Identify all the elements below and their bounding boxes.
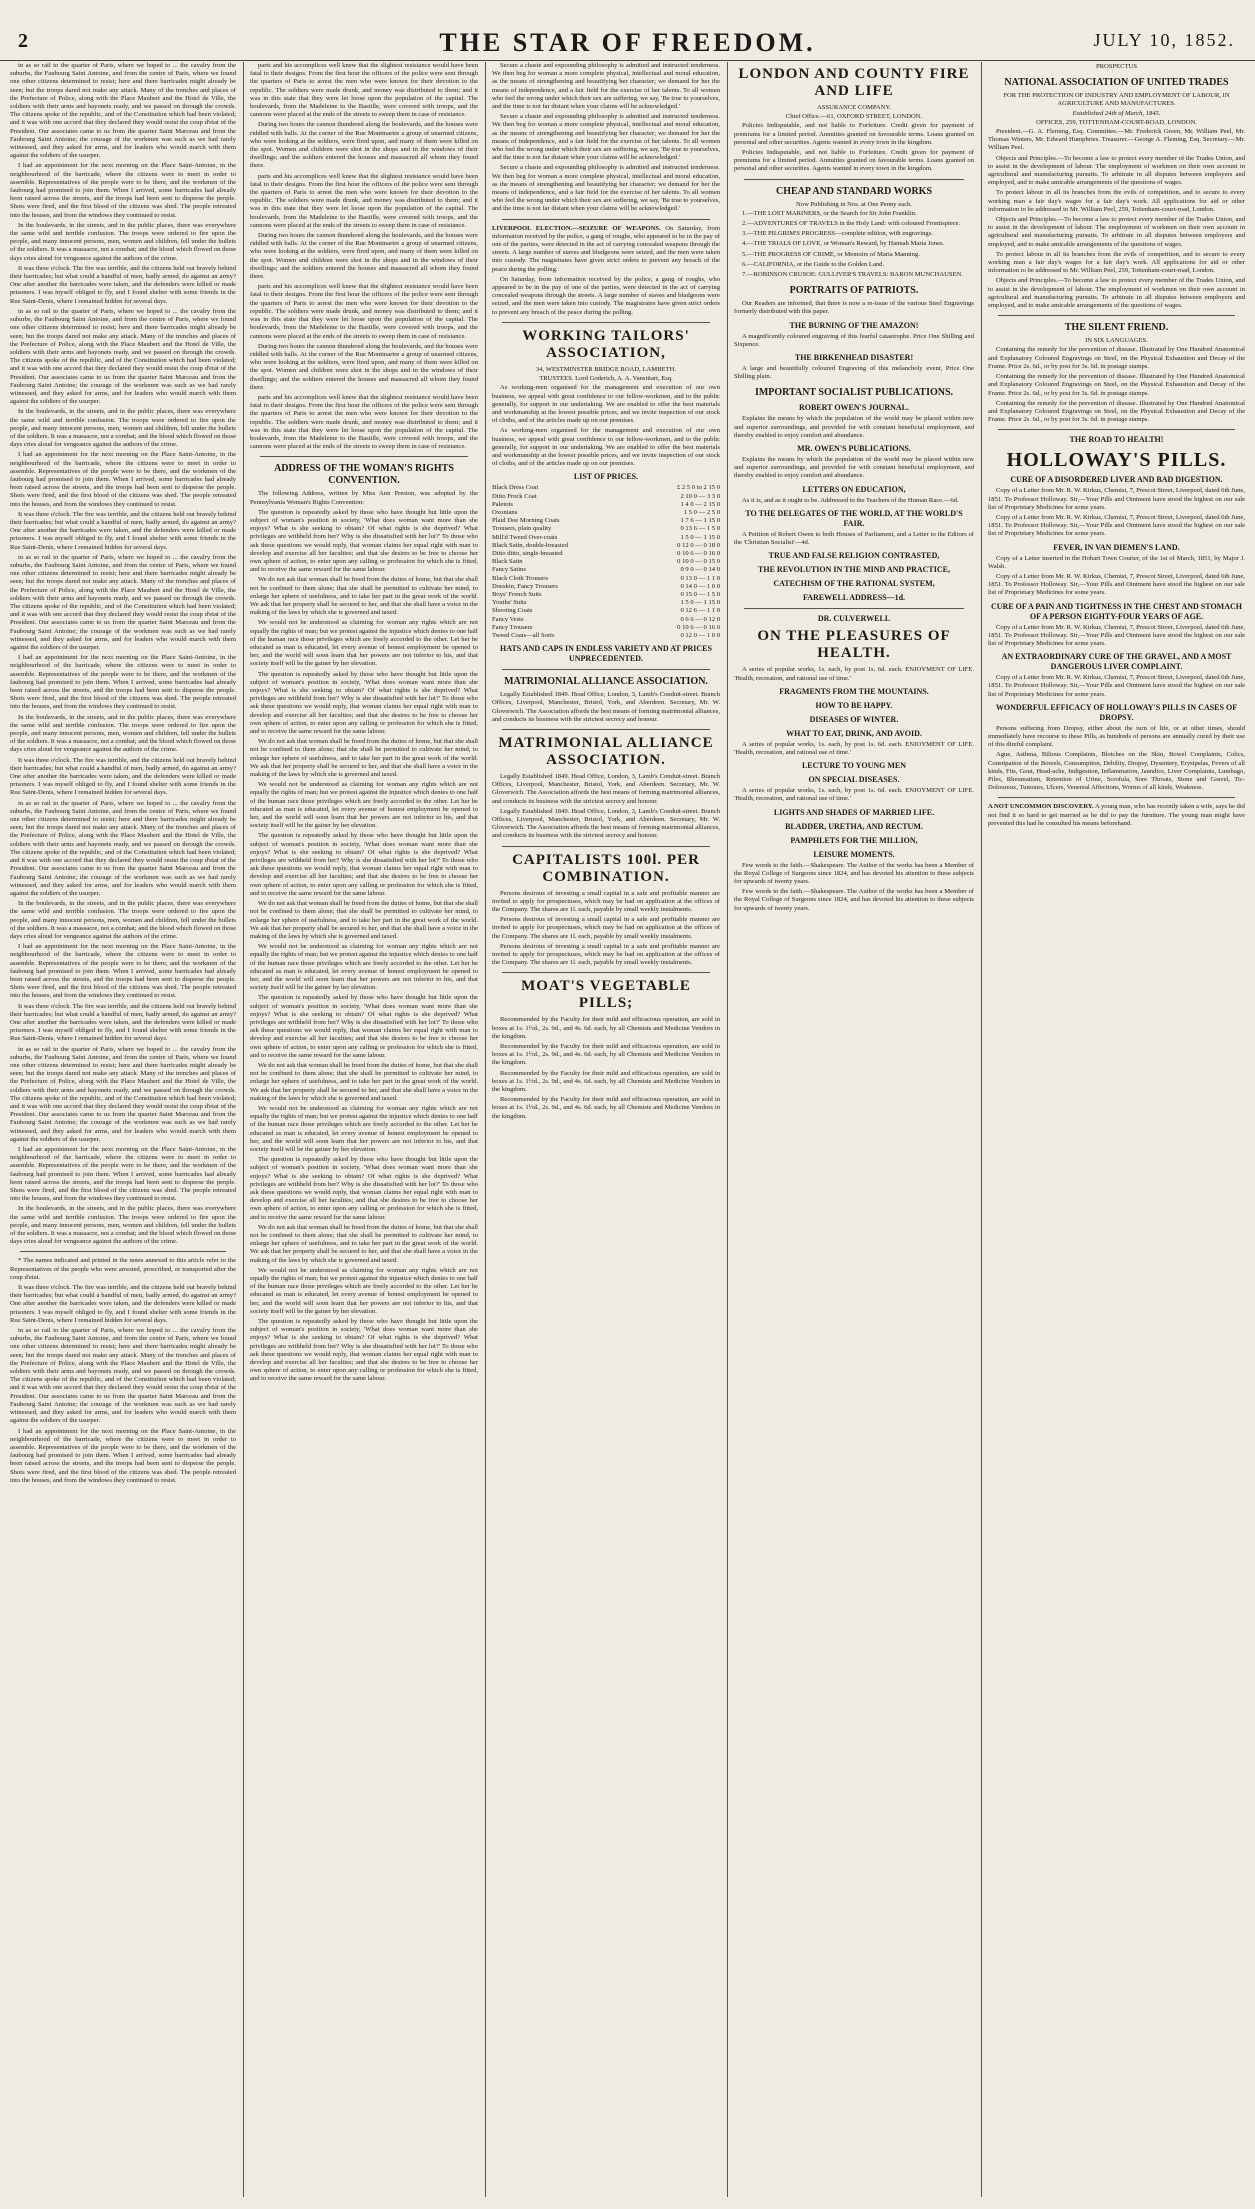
price-item: Oxonians xyxy=(492,508,518,516)
advert-body: Copy of a Letter from Mr. R. W. Kirkus, Chemist, 7, Prescot Street, Liverpool, dated 6th June, 1851. To Professor Holloway. Sir,—Your Pills and Ointment have stood the highest on our sale list of Proprietary Medicines for some years. xyxy=(988,487,1245,511)
advert-office: OFFICES, 259, TOTTENHAM-COURT-ROAD, LONDON. xyxy=(1036,118,1197,126)
advert-body: Legally Established 1849. Head Office, London, 3, Lamb's Conduit-street. Branch Offices, Liverpool, Manchester, Bristol, York, and Aberdeen. Secretary, Mr. W. Gloverwich. The Association affords the best means of forming matrimonial alliances, and conducts its business with the strictest secrecy and honour. xyxy=(492,773,720,805)
news-body: A young man, who has recently taken a wife, says he did not find it so hard to get married as he did to pay the furniture. The young man might have prevented this had he consulted his means beforehand. xyxy=(988,803,1245,827)
advert-body: Containing the remedy for the prevention of disease. Illustrated by One Hundred Anatomical and Explanatory Coloured Engravings on Steel, on the Physical Exhaustion and Decay of the Frame. Price 2s. 6d., or by post for 3s. 6d. in postage stamps. xyxy=(988,346,1245,370)
price-item: Youths' Suits xyxy=(492,599,527,607)
column-2 xyxy=(250,62,478,2197)
book-item: 2.—ADVENTURES OF TRAVELS in the Holy Land: with coloured Frontispiece. xyxy=(742,220,961,228)
advert-subtitle: Now Publishing in Nos. at One Penny each. xyxy=(796,200,912,208)
divider xyxy=(502,729,710,730)
price-item: Mill'd Tweed Over-coats xyxy=(492,533,558,541)
footnote: * The names indicated and printed in the notes annexed to this article refer to the Representatives of the people who were arrested, proscribed, or transported after the coup d'etat. xyxy=(10,1257,236,1281)
divider xyxy=(502,219,710,220)
price-value: 1 4 0 — 2 15 0 xyxy=(680,500,720,508)
advert-body: Recommended by the Faculty for their mild and efficacious operation, are sold in boxes at 1s. 1½d., 2s. 9d., and 4s. 6d. each, by all Chemists and Medicine Vendors in the kingdom. xyxy=(492,1043,720,1067)
price-row xyxy=(492,509,720,517)
advert-body: Copy of a Letter inserted in the Hobart Town Courier, of the 1st of March, 1851, by Major J. Walsh. xyxy=(988,554,1245,570)
article-body: In the boulevards, in the streets, and in the public places, there was everywhere the same wild and terrible confusion. The troops were ordered to fire upon the people, and many innocent persons, men, women and children, fell under the bullets of the soldiers. It was a massacre, not a combat; and the blood which flowed on those days cries aloud for vengeance against the authors of the crime. xyxy=(10,900,236,940)
advert-body: To protect labour in all its branches from the evils of competition, and to secure to every working man a fair day's wages for a fair day's work. All applications for aid or other information to be addressed to Mr. William Peel, 259, Tottenham-court-road, London. xyxy=(988,250,1245,275)
price-row xyxy=(492,632,720,640)
price-value: 1 5 0 — 1 15 0 xyxy=(680,533,720,541)
price-value: 0 12 0 — 1 0 0 xyxy=(680,631,720,639)
advert-body: Our Readers are informed, that there is now a re-issue of the various Steel Engravings formerly distributed with this paper. xyxy=(734,300,974,316)
advert-body: A series of popular works, 1s. each, by post 1s. 6d. each. ENJOYMENT OF LIFE. 'Health, recreation, and rational use of time.' xyxy=(734,740,974,756)
article-body: parts and his accomplices well knew that the slightest resistance would have been fatal to their designs. From the first hour the officers of the police were sent through the quarters of Paris to arrest the men who were known for their devotion to the republic. The soldiers were made drunk, and money was distributed to them; and it was in this state that they were let loose upon the population of the capital. The boulevards, from the Madeleine to the Bastille, were covered with troops, and the cannons were placed at the ends of the streets to sweep them in case of resistance. xyxy=(250,172,478,229)
advert-subtitle: CURE OF A DISORDERED LIVER AND BAD DIGESTION. xyxy=(1010,475,1223,485)
article-body: We do not ask that woman shall be freed from the duties of home, but that she shall not be confined to them alone; that she shall be permitted to cultivate her mind, to enlarge her sphere of usefulness, and to take her part in the great work of the world. We ask that her property shall be secured to her, and that she shall have a voice in the making of the laws by which she is governed and taxed. xyxy=(250,576,478,617)
newspaper-masthead: THE STAR OF FREEDOM. xyxy=(439,28,816,57)
advert-title: THE ROAD TO HEALTH! xyxy=(1069,435,1164,445)
advert-subtitle: ASSURANCE COMPANY. xyxy=(816,104,892,111)
book-item: 3.—THE PILGRIM'S PROGRESS—complete edition, with engravings. xyxy=(742,230,933,238)
page-header xyxy=(0,0,1255,61)
advert-body: As working-men organised for the management and execution of our own business, we appeal with great confidence to our fellow-workmen, and to the public generally, for support in our undertaking. We are enabled to offer the best materials and workmanship at the lowest possible prices, and we invite inspection of our stock of cloths, and of the articles made up on our premises. xyxy=(492,427,720,468)
article-body: in as so rail to the quarter of Paris, where we hoped to ... the cavalry from the suburbs, the Faubourg Saint Antoine, and from the centre of Paris, where we found one other citizens determined to resist; here and there barricades might already be seen; but the troops dared not make any attack. Many of the trenches and places of the Prefecture of Police, along with the Place Maubert and the Hotel de Ville, the soldiers with their arms and bayonets ready, and we passed on through the crowds. The citizens spoke of the republic, and of the Constitution which had been violated; and it was with one accord that they declared they would resist the coup d'etat of the President. Our associates came to us from the quarter Saint Marceau and from the Faubourg Saint Antoine; the courage of the workmen was such as we had rarely witnessed, and they asked for arms, and for leaders who would march with them against the soldiers of the usurper. xyxy=(10,307,236,406)
divider xyxy=(502,669,710,670)
price-item: Black Satin, double-breasted xyxy=(492,541,568,549)
advert-body: Persons desirous of investing a small capital in a safe and profitable manner are invited to apply for prospectuses, which may be had on application at the offices of the Company. The shares are 1l. each, payable by small weekly instalments. xyxy=(492,916,720,940)
advert-title: DISEASES OF WINTER. xyxy=(809,714,899,724)
advert-title: ON SPECIAL DISEASES. xyxy=(808,775,900,785)
article-body: The question is repeatedly asked by those who have thought but little upon the subject of woman's position in society, 'What does woman want more than she enjoys? What is she seeking to obtain? Of what rights is she deprived? What privileges are withheld from her? Why is she dissatisfied with her lot?' To those who ask these questions we would reply, that woman claims her equal right with man to develop and exercise all her faculties; and that she desires to be free to choose her own sphere of action, to enter upon any calling or profession for which she is fitted, and to receive the same reward for the same labour. xyxy=(250,1318,478,1383)
book-item: 6.—CALIFORNIA, or the Guide to the Golden Land. xyxy=(742,260,885,268)
advert-body: Explains the means by which the population of the world may be placed within new and superior surroundings, and provided for with constant beneficial employment, and thereby enabled to enjoy comfort and abundance. xyxy=(734,456,974,480)
advert-title: LIGHTS AND SHADES OF MARRIED LIFE. xyxy=(773,807,935,817)
advert-title: HOW TO BE HAPPY. xyxy=(815,700,893,710)
price-row xyxy=(492,542,720,550)
article-body: We would not be understood as claiming for woman any rights which are not equally the rights of man; but we protest against the injustice which denies to one half of the human race those privileges which are freely accorded to the other. Let her be educated as man is educated, let every avenue of honest employment be opened to her, and the world will soon learn that her powers are not inferior to his, and that society itself will be the gainer by her elevation. xyxy=(250,619,478,668)
price-item: Doeskin, Fancy Trousers xyxy=(492,582,558,590)
article-body: We would not be understood as claiming for woman any rights which are not equally the rights of man; but we protest against the injustice which denies to one half of the human race those privileges which are freely accorded to the other. Let her be educated as man is educated, let every avenue of honest employment be opened to her, and the world will soon learn that her powers are not inferior to his, and that society itself will be the gainer by her elevation. xyxy=(250,943,478,992)
price-item: Fancy Vests xyxy=(492,615,524,623)
price-row xyxy=(492,517,720,525)
advert-title: NATIONAL ASSOCIATION OF UNITED TRADES xyxy=(1004,77,1229,89)
article-body: I had an appointment for the next morning on the Place Saint-Antoine, in the neighbourhood of the barricade, where the citizens were to meet in order to assemble. Representatives of the people were to be there, and the workmen of the faubourg had promised to join them. When I arrived, some barricades had already been raised across the streets, and the troops had been sent to disperse the people. Shots were fired, and the first blood of the citizens was shed. The people retreated into the houses, and from the windows they continued to resist. xyxy=(10,1146,236,1203)
article-body: It was three o'clock. The fire was terrible, and the citizens held out bravely behind their barricades; but what could a handful of men, badly armed, do against an army? One after another the barricades were taken, and the defenders were killed or made prisoners. I was myself obliged to fly, and I found shelter with some friends in the Rue Saint-Denis, where I remained hidden for several days. xyxy=(10,510,236,551)
price-value: 0 6 6 — 0 12 0 xyxy=(680,615,720,623)
advert-body: Persons suffering from Dropsy, either about the turn of life, or at other times, should immediately have recourse to these Pills, as hundreds of persons are annually cured by their use of this direful complaint. xyxy=(988,724,1245,749)
article-body: It was three o'clock. The fire was terrible, and the citizens held out bravely behind their barricades; but what could a handful of men, badly armed, do against an army? One after another the barricades were taken, and the defenders were killed or made prisoners. I was myself obliged to fly, and I found shelter with some friends in the Rue Saint-Denis, where I remained hidden for several days. xyxy=(10,264,236,305)
article-body: In the boulevards, in the streets, and in the public places, there was everywhere the same wild and terrible confusion. The troops were ordered to fire upon the people, and many innocent persons, men, women and children, fell under the bullets of the soldiers. It was a massacre, not a combat; and the blood which flowed on those days cries aloud for vengeance against the authors of the crime. xyxy=(10,221,236,262)
advert-trustees: TRUSTEES. Lord Goderich, A. A. Vansittart, Esq. xyxy=(539,375,673,383)
price-row xyxy=(492,501,720,509)
price-row xyxy=(492,525,720,533)
price-row xyxy=(492,558,720,566)
advert-body: Containing the remedy for the prevention of disease. Illustrated by One Hundred Anatomical and Explanatory Coloured Engravings on Steel, on the Physical Exhaustion and Decay of the Frame. Price 2s. 6d., or by post for 3s. 6d. in postage stamps. xyxy=(988,373,1245,397)
article-body: I had an appointment for the next morning on the Place Saint-Antoine, in the neighbourhood of the barricade, where the citizens were to meet in order to assemble. Representatives of the people were to be there, and the workmen of the faubourg had promised to join them. When I arrived, some barricades had already been raised across the streets, and the troops had been sent to disperse the people. Shots were fired, and the first blood of the citizens was shed. The people retreated into the houses, and from the windows they continued to resist. xyxy=(10,943,236,1000)
prospectus-label: PROSPECTUS xyxy=(1095,63,1138,70)
article-body: We do not ask that woman shall be freed from the duties of home, but that she shall not be confined to them alone; that she shall be permitted to cultivate her mind, to enlarge her sphere of usefulness, and to take her part in the great work of the world. We ask that her property shall be secured to her, and that she shall have a voice in the making of the laws by which she is governed and taxed. xyxy=(250,738,478,779)
price-item: Paletots xyxy=(492,500,513,508)
advert-office: Chief Office.—61, OXFORD STREET, LONDON. xyxy=(785,113,923,121)
price-item: Boys' French Suits xyxy=(492,590,542,598)
price-row xyxy=(492,599,720,607)
price-item: Black Cloth Trousers xyxy=(492,574,549,582)
advert-title: LEISURE MOMENTS. xyxy=(813,849,895,859)
price-item: Fancy Trousers xyxy=(492,623,533,631)
article-body: The question is repeatedly asked by those who have thought but little upon the subject of woman's position in society, 'What does woman want more than she enjoys? What is she seeking to obtain? Of what rights is she deprived? What privileges are withheld from her? Why is she dissatisfied with her lot?' To those who ask these questions we would reply, that woman claims her equal right with man to develop and exercise all her faculties; and that she desires to be free to choose her own sphere of action, to enter upon any calling or profession for which she is fitted, and to receive the same reward for the same labour. xyxy=(250,1156,478,1221)
article-body: I had an appointment for the next morning on the Place Saint-Antoine, in the neighbourhood of the barricade, where the citizens were to meet in order to assemble. Representatives of the people were to be there, and the workmen of the faubourg had promised to join them. When I arrived, some barricades had already been raised across the streets, and the troops had been sent to disperse the people. Shots were fired, and the first blood of the citizens was shed. The people retreated into the houses, and from the windows they continued to resist. xyxy=(10,1427,236,1484)
price-value: £ 2 5 0 to 2 15 0 xyxy=(676,484,720,492)
advert-title: BLADDER, URETHA, AND RECTUM. xyxy=(785,821,923,831)
article-body: in as so rail to the quarter of Paris, where we hoped to ... the cavalry from the suburbs, the Faubourg Saint Antoine, and from the centre of Paris, where we found one other citizens determined to resist; here and there barricades might already be seen; but the troops dared not make any attack. Many of the trenches and places of the Prefecture of Police, along with the Place Maubert and the Hotel de Ville, the soldiers with their arms and bayonets ready, and we passed on through the crowds. The citizens spoke of the republic, and of the Constitution which had been violated; and it was with one accord that they declared they would resist the coup d'etat of the President. Our associates came to us from the quarter Saint Marceau and from the Faubourg Saint Antoine; the courage of the workmen was such as we had rarely witnessed, and they asked for arms, and for leaders who would march with them against the soldiers of the usurper. xyxy=(10,1327,236,1425)
article-body: We do not ask that woman shall be freed from the duties of home, but that she shall not be confined to them alone; that she shall be permitted to cultivate her mind, to enlarge her sphere of usefulness, and to take her part in the great work of the world. We ask that her property shall be secured to her, and that she shall have a voice in the making of the laws by which she is governed and taxed. xyxy=(250,1223,478,1264)
price-row xyxy=(492,534,720,542)
advert-body: Explains the means by which the population of the world may be placed within new and superior surroundings, and provided for with constant beneficial employment, and thereby enabled to enjoy comfort and abundance. xyxy=(734,415,974,439)
article-body: in as so rail to the quarter of Paris, where we hoped to ... the cavalry from the suburbs, the Faubourg Saint Antoine, and from the centre of Paris, where we found one other citizens determined to resist; here and there barricades might already be seen; but the troops dared not make any attack. Many of the trenches and places of the Prefecture of Police, along with the Place Maubert and the Hotel de Ville, the soldiers with their arms and bayonets ready, and we passed on through the crowds. The citizens spoke of the republic, and of the Constitution which had been violated; and it was with one accord that they declared they would resist the coup d'etat of the President. Our associates came to us from the quarter Saint Marceau and from the Faubourg Saint Antoine; the courage of the workmen was such as we had rarely witnessed, and they asked for arms, and for leaders who would march with them against the soldiers of the usurper. xyxy=(10,1045,236,1143)
divider xyxy=(260,456,468,457)
advert-title: THE REVOLUTION IN THE MIND AND PRACTICE, xyxy=(758,565,950,575)
price-value: 0 10 0 — 0 15 0 xyxy=(677,558,720,566)
article-body: I had an appointment for the next morning on the Place Saint-Antoine, in the neighbourhood of the barricade, where the citizens were to meet in order to assemble. Representatives of the people were to be there, and the workmen of the faubourg had promised to join them. When I arrived, some barricades had already been raised across the streets, and the troops had been sent to disperse the people. Shots were fired, and the first blood of the citizens was shed. The people retreated into the houses, and from the windows they continued to resist. xyxy=(10,162,236,219)
advert-body: A series of popular works, 1s. each, by post 1s. 6d. each. ENJOYMENT OF LIFE. 'Health, recreation, and rational use of time.' xyxy=(734,787,974,803)
column-3 xyxy=(492,62,720,2197)
advert-body: Copy of a Letter from Mr. R. W. Kirkus, Chemist, 7, Prescot Street, Liverpool, dated 6th June, 1851. To Professor Holloway. Sir,—Your Pills and Ointment have stood the highest on our sale list of Proprietary Medicines for some years. xyxy=(988,674,1245,698)
price-row xyxy=(492,591,720,599)
price-item: Fancy Satins xyxy=(492,566,526,574)
article-body: During two hours the cannon thundered along the boulevards, and the houses were riddled with balls. At the corner of the Rue Montmartre a group of unarmed citizens, who were looking at the soldiers, were fired upon, and many of them were killed on the spot. Women and children were shot in the shops and in the windows of their dwellings; and the soldiers entered the houses and massacred all whom they found there. xyxy=(250,342,478,391)
article-body: The question is repeatedly asked by those who have thought but little upon the subject of woman's position in society, 'What does woman want more than she enjoys? What is she seeking to obtain? Of what rights is she deprived? What privileges are withheld from her? Why is she dissatisfied with her lot?' To those who ask these questions we would reply, that woman claims her equal right with man to develop and exercise all her faculties; and that she desires to be free to choose her own sphere of action, to enter upon any calling or profession for which she is fitted, and to receive the same reward for the same labour. xyxy=(250,994,478,1059)
column-4 xyxy=(734,62,974,2197)
article-body: parts and his accomplices well knew that the slightest resistance would have been fatal to their designs. From the first hour the officers of the police were sent through the quarters of Paris to arrest the men who were known for their devotion to the republic. The soldiers were made drunk, and money was distributed to them; and it was in this state that they were let loose upon the population of the capital. The boulevards, from the Madeleine to the Bastille, were covered with troops, and the cannons were placed at the ends of the streets to sweep them in case of resistance. xyxy=(250,393,478,451)
advert-title: WORKING TAILORS' ASSOCIATION, xyxy=(522,327,690,361)
advert-body: Few words to the faith.—Shakespeare. The Author of the works has been a Member of the Royal College of Surgeons since 1824, and has devoted his attention to these subjects for upwards of twenty years. xyxy=(734,888,974,912)
price-item: Black Dress Coat xyxy=(492,484,539,492)
advert-title: PORTRAITS OF PATRIOTS. xyxy=(789,285,919,297)
article-body: in as so rail to the quarter of Paris, where we hoped to ... the cavalry from the suburbs, the Faubourg Saint Antoine, and from the centre of Paris, where we found one other citizens determined to resist; here and there barricades might already be seen; but the troops dared not make any attack. Many of the trenches and places of the Prefecture of Police, along with the Place Maubert and the Hotel de Ville, the soldiers with their arms and bayonets ready, and we passed on through the crowds. The citizens spoke of the republic, and of the Constitution which had been violated; and it was with one accord that they declared they would resist the coup d'etat of the President. Our associates came to us from the quarter Saint Marceau and from the Faubourg Saint Antoine; the courage of the workmen was such as we had rarely witnessed, and they asked for arms, and for leaders who would march with them against the soldiers of the usurper. xyxy=(10,62,236,160)
advert-title: FAREWELL ADDRESS—1d. xyxy=(802,593,906,603)
article-body: It was three o'clock. The fire was terrible, and the citizens held out bravely behind their barricades; but what could a handful of men, badly armed, do against an army? One after another the barricades were taken, and the defenders were killed or made prisoners. I was myself obliged to fly, and I found shelter with some friends in the Rue Saint-Denis, where I remained hidden for several days. xyxy=(10,1284,236,1324)
advert-body: Containing the remedy for the prevention of disease. Illustrated by One Hundred Anatomical and Explanatory Coloured Engravings on Steel, on the Physical Exhaustion and Decay of the Frame. Price 2s. 6d., or by post for 3s. 6d. in postage stamps. xyxy=(988,399,1245,424)
advert-body: Policies Indisputable, and not liable to Forfeiture. Credit given for payment of premiums for a limited period. Annuities granted on favourable terms. Loans granted on personal and other securities. Agents wanted in every town in the kingdom. xyxy=(734,122,974,146)
article-body: We would not be understood as claiming for woman any rights which are not equally the rights of man; but we protest against the injustice which denies to one half of the human race those privileges which are freely accorded to the other. Let her be educated as man is educated, let every avenue of honest employment be opened to her, and the world will soon learn that her powers are not inferior to his, and that society itself will be the gainer by her elevation. xyxy=(250,1104,478,1153)
advert-body: Recommended by the Faculty for their mild and efficacious operation, are sold in boxes at 1s. 1½d., 2s. 9d., and 4s. 6d. each, by all Chemists and Medicine Vendors in the kingdom. xyxy=(492,1069,720,1094)
advert-body: Objects and Principles.—To become a law to protect every member of the Trades Union, and to assist in the development of labour. The employment of workmen on their own account in agricultural and manufacturing pursuits. To arbitrate in all disputes between employers and employed, and to make amicable arrangements of the questions of wages. xyxy=(988,154,1245,187)
advert-body: Copy of a Letter from Mr. R. W. Kirkus, Chemist, 7, Prescot Street, Liverpool, dated 6th June, 1851. To Professor Holloway. Sir,—Your Pills and Ointment have stood the highest on our sale list of Proprietary Medicines for some years. xyxy=(988,513,1245,538)
price-value: 0 10 6 — 0 16 0 xyxy=(677,549,720,557)
page-number: 2 xyxy=(18,30,28,52)
column-rule xyxy=(243,62,244,2197)
book-item: 5.—THE PROGRESS OF CRIME, or Memoirs of Maria Manning. xyxy=(742,250,920,258)
price-item: Trousers, plain quality xyxy=(492,525,552,533)
advert-title: THE BURNING OF THE AMAZON! xyxy=(789,320,919,330)
column-1 xyxy=(10,62,236,2197)
advert-title: TO THE DELEGATES OF THE WORLD, AT THE WORLD'S FAIR. xyxy=(745,508,963,528)
news-headline: LIVERPOOL ELECTION.—SEIZURE OF WEAPONS. xyxy=(492,224,661,232)
advert-subtitle: IN SIX LANGUAGES. xyxy=(1085,337,1148,345)
ailments-list: Ague, Asthma, Bilious Complaints, Blotches on the Skin, Bowel Complaints, Colics, Constipation of the Bowels, Consumption, Debility, Dropsy, Dysentery, Erysipelas, Fevers of all kinds, Fits, Gout, Head-ache, Indigestion, Inflammation, Jaundice, Liver Complaints, Lumbago, Piles, Rheumatism, Retention of Urine, Scrofula, Sore Throats, Stone and Gravel, Tic-Doloureux, Tumours, Ulcers, Venereal Affections, Worms of all kinds, Weakness. xyxy=(988,751,1245,792)
price-value: 1 5 0 — 2 5 0 xyxy=(683,508,720,516)
article-body: parts and his accomplices well knew that the slightest resistance would have been fatal to their designs. From the first hour the officers of the police were sent through the quarters of Paris to arrest the men who were known for their devotion to the republic. The soldiers were made drunk, and money was distributed to them; and it was in this state that they were let loose upon the population of the capital. The boulevards, from the Madeleine to the Bastille, were covered with troops, and the cannons were placed at the ends of the streets to sweep them in case of resistance. xyxy=(250,283,478,340)
divider xyxy=(998,429,1235,430)
advert-body: A Petition of Robert Owen to both Houses of Parliament, and a Letter to the Editors of the 'Christian Socialist'—4d. xyxy=(734,530,974,547)
advert-body: As it is, and as it ought to be. Addressed to the Teachers of the Human Race.—6d. xyxy=(742,496,959,504)
article-body: in as so rail to the quarter of Paris, where we hoped to ... the cavalry from the suburbs, the Faubourg Saint Antoine, and from the centre of Paris, where we found one other citizens determined to resist; here and there barricades might already be seen; but the troops dared not make any attack. Many of the trenches and places of the Prefecture of Police, along with the Place Maubert and the Hotel de Ville, the soldiers with their arms and bayonets ready, and we passed on through the crowds. The citizens spoke of the republic, and of the Constitution which had been violated; and it was with one accord that they declared they would resist the coup d'etat of the President. Our associates came to us from the quarter Saint Marceau and from the Faubourg Saint Antoine; the courage of the workmen was such as we had rarely witnessed, and they asked for arms, and for leaders who would march with them against the soldiers of the usurper. xyxy=(10,799,236,897)
advert-body: Few words to the faith.—Shakespeare. The Author of the works has been a Member of the Royal College of Surgeons since 1824, and has devoted his attention to these subjects for upwards of twenty years. xyxy=(734,861,974,885)
advert-address: 34, WESTMINSTER BRIDGE ROAD, LAMBETH. xyxy=(536,365,676,373)
advert-body: A magnificently coloured engraving of this fearful catastrophe. Price One Shilling and Sixpence. xyxy=(734,332,974,348)
article-body: I had an appointment for the next morning on the Place Saint-Antoine, in the neighbourhood of the barricade, where the citizens were to meet in order to assemble. Representatives of the people were to be there, and the workmen of the faubourg had promised to join them. When I arrived, some barricades had already been raised across the streets, and the troops had been sent to disperse the people. Shots were fired, and the first blood of the citizens was shed. The people retreated into the houses, and from the windows they continued to resist. xyxy=(10,654,236,711)
advert-title: CHEAP AND STANDARD WORKS xyxy=(775,185,933,197)
advert-subtitle: ROBERT OWEN'S JOURNAL. xyxy=(798,403,910,413)
article-body: Secure a chaste and expounding philosophy is admitted and instructed tenderness. We then beg for woman a more complete physical, intellectual and moral education, as the means of strengthening and beautifying her character; we demand for her the means of independence, and a fair field for the exercise of her talents. To all women who feel the wrong under which their sex are suffering, we say, 'Be true to yourselves, and the time is not far distant when your claims will be acknowledged.' xyxy=(492,164,720,213)
article-body: in as so rail to the quarter of Paris, where we hoped to ... the cavalry from the suburbs, the Faubourg Saint Antoine, and from the centre of Paris, where we found one other citizens determined to resist; here and there barricades might already be seen; but the troops dared not make any attack. Many of the trenches and places of the Prefecture of Police, along with the Place Maubert and the Hotel de Ville, the soldiers with their arms and bayonets ready, and we passed on through the crowds. The citizens spoke of the republic, and of the Constitution which had been violated; and it was with one accord that they declared they would resist the coup d'etat of the President. Our associates came to us from the quarter Saint Marceau and from the Faubourg Saint Antoine; the courage of the workmen was such as we had rarely witnessed, and they asked for arms, and for leaders who would march with them against the soldiers of the usurper. xyxy=(10,553,236,652)
divider xyxy=(998,315,1235,316)
divider xyxy=(502,972,710,973)
advert-body: Policies Indisputable, and not liable to Forfeiture. Credit given for payment of premiums for a limited period. Annuities granted on favourable terms. Loans granted on personal and other securities. Agents wanted in every town in the kingdom. xyxy=(734,149,974,173)
advert-subtitle: FOR THE PROTECTION OF INDUSTRY AND EMPLOYMENT OF LABOUR, IN AGRICULTURE AND MANUFACTURES. xyxy=(1003,92,1230,108)
price-row xyxy=(492,624,720,632)
price-item: Plaid Doe Morning Coats xyxy=(492,517,560,525)
advert-title: MATRIMONIAL ALLIANCE ASSOCIATION. xyxy=(498,735,714,768)
advert-title: HOLLOWAY'S PILLS. xyxy=(1006,449,1227,472)
article-body: The question is repeatedly asked by those who have thought but little upon the subject of woman's position in society, 'What does woman want more than she enjoys? What is she seeking to obtain? Of what rights is she deprived? What privileges are withheld from her? Why is she dissatisfied with her lot?' To those who ask these questions we would reply, that woman claims her equal right with man to develop and exercise all her faculties; and that she desires to be free to choose her own sphere of action, to enter upon any calling or profession for which she is fitted, and to receive the same reward for the same labour. xyxy=(250,670,478,736)
advert-body: A large and beautifully coloured Engraving of this melancholy event, Price One Shilling plain. xyxy=(734,365,974,381)
article-body: The question is repeatedly asked by those who have thought but little upon the subject of woman's position in society, 'What does woman want more than she enjoys? What is she seeking to obtain? Of what rights is she deprived? What privileges are withheld from her? Why is she dissatisfied with her lot?' To those who ask these questions we would reply, that woman claims her equal right with man to develop and exercise all her faculties; and that she desires to be free to choose her own sphere of action, to enter upon any calling or profession for which she is fitted, and to receive the same reward for the same labour. xyxy=(250,508,478,574)
article-body: In the boulevards, in the streets, and in the public places, there was everywhere the same wild and terrible confusion. The troops were ordered to fire upon the people, and many innocent persons, men, women and children, fell under the bullets of the soldiers. It was a massacre, not a combat; and the blood which flowed on those days cries aloud for vengeance against the authors of the crime. xyxy=(10,713,236,754)
article-body: parts and his accomplices well knew that the slightest resistance would have been fatal to their designs. From the first hour the officers of the police were sent through the quarters of Paris to arrest the men who were known for their devotion to the republic. The soldiers were made drunk, and money was distributed to them; and it was in this state that they were let loose upon the population of the capital. The boulevards, from the Madeleine to the Bastille, were covered with troops, and the cannons were placed at the ends of the streets to sweep them in case of resistance. xyxy=(250,62,478,119)
divider xyxy=(502,322,710,323)
advert-body: Objects and Principles.—To become a law to protect every member of the Trades Union, and to assist in the development of labour. The employment of workmen on their own account in agricultural and manufacturing pursuits. To arbitrate in all disputes between employers and employed, and to make amicable arrangements of the questions of wages. xyxy=(988,277,1245,310)
article-body: We would not be understood as claiming for woman any rights which are not equally the rights of man; but we protest against the injustice which denies to one half of the human race those privileges which are freely accorded to the other. Let her be educated as man is educated, let every avenue of honest employment be opened to her, and the world will soon learn that her powers are not inferior to his, and that society itself will be the gainer by her elevation. xyxy=(250,781,478,830)
price-row xyxy=(492,583,720,591)
advert-title: AN EXTRAORDINARY CURE OF THE GRAVEL, AND A MOST DANGEROUS LIVER COMPLAINT. xyxy=(1001,652,1232,672)
price-value: 0 14 0 — 1 0 0 xyxy=(680,582,720,590)
article-body: In the boulevards, in the streets, and in the public places, there was everywhere the same wild and terrible confusion. The troops were ordered to fire upon the people, and many innocent persons, men, women and children, fell under the bullets of the soldiers. It was a massacre, not a combat; and the blood which flowed on those days cries aloud for vengeance against the authors of the crime. xyxy=(10,408,236,449)
price-item: Tweed Coats—all Sorts xyxy=(492,631,555,639)
price-value: 0 9 0 — 0 14 0 xyxy=(680,566,720,574)
price-value: 2 10 0 — 3 3 0 xyxy=(680,492,720,500)
advert-body: Recommended by the Faculty for their mild and efficacious operation, are sold in boxes at 1s. 1½d., 2s. 9d., and 4s. 6d. each, by all Chemists and Medicine Vendors in the kingdom. xyxy=(492,1016,720,1040)
article-body: We do not ask that woman shall be freed from the duties of home, but that she shall not be confined to them alone; that she shall be permitted to cultivate her mind, to enlarge her sphere of usefulness, and to take her part in the great work of the world. We ask that her property shall be secured to her, and that she shall have a voice in the making of the laws by which she is governed and taxed. xyxy=(250,900,478,940)
advert-title: TRUE AND FALSE RELIGION CONTRASTED, xyxy=(768,551,940,561)
advert-title: ON THE PLEASURES OF HEALTH. xyxy=(757,628,951,662)
advert-title: THE BIRKENHEAD DISASTER! xyxy=(794,353,914,363)
price-row xyxy=(492,484,720,492)
advert-body: President.—G. A. Fleming, Esq. Committee.—Mr. Frederick Green, Mr. William Peel, Mr. Thomas Winters, Mr. Edward Humphries. Treasurer.—George A. Fleming, Esq. Secretary.—Mr. William Peel. xyxy=(988,128,1245,152)
advert-title: CATECHISM OF THE RATIONAL SYSTEM, xyxy=(773,579,935,589)
price-value: 0 10 6 — 0 16 0 xyxy=(677,623,720,631)
price-row xyxy=(492,550,720,558)
advert-body: Recommended by the Faculty for their mild and efficacious operation, are sold in boxes at 1s. 1½d., 2s. 9d., and 4s. 6d. each, by all Chemists and Medicine Vendors in the kingdom. xyxy=(492,1096,720,1120)
divider xyxy=(744,179,964,180)
article-body: During two hours the cannon thundered along the boulevards, and the houses were riddled with balls. At the corner of the Rue Montmartre a group of unarmed citizens, who were looking at the soldiers, were fired upon, and many of them were killed on the spot. Women and children were shot in the shops and in the windows of their dwellings; and the soldiers entered the houses and massacred all whom they found there. xyxy=(250,232,478,281)
advert-title: LONDON AND COUNTY FIRE AND LIFE xyxy=(738,66,970,99)
advert-body: As working-men organised for the management and execution of our own business, we appeal with great confidence to our fellow-workmen, and to the public generally, for support in our undertaking. We are enabled to offer the best materials and workmanship at the lowest possible prices, and we invite inspection of our stock of cloths, and of the articles made up on our premises. xyxy=(492,384,720,425)
advert-body: Legally Established 1849. Head Office, London, 3, Lamb's Conduit-street. Branch Offices, Liverpool, Manchester, Bristol, York, and Aberdeen. Secretary, Mr. W. Gloverwich. The Association affords the best means of forming matrimonial alliances, and conducts its business with the strictest secrecy and honour. xyxy=(492,807,720,840)
article-body: In the boulevards, in the streets, and in the public places, there was everywhere the same wild and terrible confusion. The troops were ordered to fire upon the people, and many innocent persons, men, women and children, fell under the bullets of the soldiers. It was a massacre, not a combat; and the blood which flowed on those days cries aloud for vengeance against the authors of the crime. xyxy=(10,1205,236,1246)
advert-author: DR. CULVERWELL xyxy=(817,614,891,624)
article-body: We would not be understood as claiming for woman any rights which are not equally the rights of man; but we protest against the injustice which denies to one half of the human race those privileges which are freely accorded to the other. Let her be educated as man is educated, let every avenue of honest employment be opened to her, and the world will soon learn that her powers are not inferior to his, and that society itself will be the gainer by her elevation. xyxy=(250,1266,478,1315)
column-5 xyxy=(988,62,1245,2197)
price-row xyxy=(492,493,720,501)
issue-date: JULY 10, 1852. xyxy=(1093,30,1235,50)
column-rule xyxy=(727,62,728,2197)
article-body: The question is repeatedly asked by those who have thought but little upon the subject of woman's position in society, 'What does woman want more than she enjoys? What is she seeking to obtain? Of what rights is she deprived? What privileges are withheld from her? Why is she dissatisfied with her lot?' To those who ask these questions we would reply, that woman claims her equal right with man to develop and exercise all her faculties; and that she desires to be free to choose her own sphere of action, to enter upon any calling or profession for which she is fitted, and to receive the same reward for the same labour. xyxy=(250,832,478,897)
advert-body: To protect labour in all its branches from the evils of competition, and to secure to every working man a fair day's wages for a fair day's work. All applications for aid or other information to be addressed to Mr. William Peel, 259, Tottenham-court-road, London. xyxy=(988,189,1245,213)
advert-body: Legally Established 1849. Head Office, London, 3, Lamb's Conduit-street. Branch Offices, Liverpool, Manchester, Bristol, York, and Aberdeen. Secretary, Mr. W. Gloverwich. The Association affords the best means of forming matrimonial alliances, and conducts its business with the strictest secrecy and honour. xyxy=(492,691,720,723)
advert-title: MR. OWEN'S PUBLICATIONS. xyxy=(797,444,911,454)
news-headline: A NOT UNCOMMON DISCOVERY. xyxy=(988,803,1094,811)
price-value: 0 12 6 — 1 1 0 xyxy=(680,607,720,615)
article-intro: The following Address, written by Miss Ann Preston, was adopted by the Pennsylvania Woman's Rights Convention: xyxy=(250,490,478,506)
divider xyxy=(998,797,1235,798)
advert-title: IMPORTANT SOCIALIST PUBLICATIONS. xyxy=(754,387,954,399)
price-row xyxy=(492,566,720,574)
advert-body: Copy of a Letter from Mr. R. W. Kirkus, Chemist, 7, Prescot Street, Liverpool, dated 6th June, 1851. To Professor Holloway. Sir,—Your Pills and Ointment have stood the highest on our sale list of Proprietary Medicines for some years. xyxy=(988,623,1245,647)
article-body: It was three o'clock. The fire was terrible, and the citizens held out bravely behind their barricades; but what could a handful of men, badly armed, do against an army? One after another the barricades were taken, and the defenders were killed or made prisoners. I was myself obliged to fly, and I found shelter with some friends in the Rue Saint-Denis, where I remained hidden for several days. xyxy=(10,1002,236,1043)
price-value: 1 7 6 — 1 15 0 xyxy=(680,517,720,525)
divider xyxy=(744,608,964,609)
advert-title: WONDERFUL EFFICACY OF HOLLOWAY'S PILLS IN CASES OF DROPSY. xyxy=(995,702,1238,722)
advert-title: CURE OF A PAIN AND TIGHTNESS IN THE CHEST AND STOMACH OF A PERSON EIGHTY-FOUR YEARS OF AGE. xyxy=(990,601,1243,621)
price-value: 0 13 6 — 1 5 0 xyxy=(680,525,720,533)
price-row xyxy=(492,616,720,624)
article-body: It was three o'clock. The fire was terrible, and the citizens held out bravely behind their barricades; but what could a handful of men, badly armed, do against an army? One after another the barricades were taken, and the defenders were killed or made prisoners. I was myself obliged to fly, and I found shelter with some friends in the Rue Saint-Denis, where I remained hidden for several days. xyxy=(10,756,236,797)
price-item: Ditto ditto, single-breasted xyxy=(492,549,563,557)
article-body xyxy=(988,803,1245,828)
established-date: Established 24th of March, 1845. xyxy=(1072,109,1161,117)
advert-title: FEVER, IN VAN DIEMEN'S LAND. xyxy=(1053,542,1180,552)
book-item: 1.—THE LOST MARINERS, or the Search for Sir John Franklin. xyxy=(742,209,917,217)
advert-body: Persons desirous of investing a small capital in a safe and profitable manner are invited to apply for prospectuses, which may be had on application at the offices of the Company. The shares are 1l. each, payable by small weekly instalments. xyxy=(492,942,720,967)
price-item: Black Satin xyxy=(492,558,523,566)
advert-body: Persons desirous of investing a small capital in a safe and profitable manner are invited to apply for prospectuses, which may be had on application at the offices of the Company. The shares are 1l. each, payable by small weekly instalments. xyxy=(492,889,720,914)
hats-notice: HATS AND CAPS IN ENDLESS VARIETY AND AT PRICES UNPRECEDENTED. xyxy=(500,644,712,664)
article-body: We do not ask that woman shall be freed from the duties of home, but that she shall not be confined to them alone; that she shall be permitted to cultivate her mind, to enlarge her sphere of usefulness, and to take her part in the great work of the world. We ask that her property shall be secured to her, and that she shall have a voice in the making of the laws by which she is governed and taxed. xyxy=(250,1061,478,1102)
price-list-title: LIST OF PRICES. xyxy=(573,472,639,482)
price-value: 0 12 0 — 0 18 0 xyxy=(677,541,720,549)
column-rule xyxy=(485,62,486,2197)
column-rule xyxy=(981,62,982,2197)
advert-body: Objects and Principles.—To become a law to protect every member of the Trades Union, and to assist in the development of labour. The employment of workmen on their own account in agricultural and manufacturing pursuits. To arbitrate in all disputes between employers and employed, and to make amicable arrangements of the questions of wages. xyxy=(988,216,1245,248)
article-body: During two hours the cannon thundered along the boulevards, and the houses were riddled with balls. At the corner of the Rue Montmartre a group of unarmed citizens, who were looking at the soldiers, were fired upon, and many of them were killed on the spot. Women and children were shot in the shops and in the windows of their dwellings; and the soldiers entered the houses and massacred all whom they found there. xyxy=(250,121,478,170)
article-body: On Saturday, from information received by the police, a gang of roughs, who appeared to be in the pay of one of the parties, were detected in the act of carrying concealed weapons through the streets. A large number of staves and bludgeons were seized, and the men were taken into custody. The magistrates have given strict orders to prevent any breach of the peace during the polling. xyxy=(492,275,720,316)
article-body: Secure a chaste and expounding philosophy is admitted and instructed tenderness. We then beg for woman a more complete physical, intellectual and moral education, as the means of strengthening and beautifying her character; we demand for her the means of independence, and a fair field for the exercise of her talents. To all women who feel the wrong under which their sex are suffering, we say, 'Be true to yourselves, and the time is not far distant when your claims will be acknowledged.' xyxy=(492,62,720,111)
price-item: Shooting Coats xyxy=(492,607,533,615)
advert-title: THE SILENT FRIEND. xyxy=(1064,322,1169,334)
price-row xyxy=(492,575,720,583)
price-value: 0 15 0 — 1 5 0 xyxy=(680,590,720,598)
advert-title: CAPITALISTS 100l. PER COMBINATION. xyxy=(512,851,700,885)
article-title: ADDRESS OF THE WOMAN'S RIGHTS CONVENTION. xyxy=(274,463,454,487)
price-table xyxy=(492,484,720,640)
advert-title: WHAT TO EAT, DRINK, AND AVOID. xyxy=(786,728,922,738)
article-body xyxy=(492,225,720,274)
advert-title: LECTURE TO YOUNG MEN xyxy=(801,761,907,771)
price-item: Ditto Frock Coat xyxy=(492,492,537,500)
price-row xyxy=(492,607,720,615)
advert-body: A series of popular works, 1s. each, by post 1s. 6d. each. ENJOYMENT OF LIFE. 'Health, recreation, and rational use of time.' xyxy=(734,666,974,682)
news-body: On Saturday, from information received by the police, a gang of roughs, who appeared to be in the pay of one of the parties, were detected in the act of carrying concealed weapons through the streets. A large number of staves and bludgeons were seized, and the men were taken into custody. The magistrates have given strict orders to prevent any breach of the peace during the polling. xyxy=(492,224,720,273)
price-value: 1 5 0 — 1 15 0 xyxy=(680,599,720,607)
book-item: 7.—ROBINSON CRUSOE: GULLIVER'S TRAVELS: BARON MUNCHAUSEN. xyxy=(742,271,963,279)
article-body: I had an appointment for the next morning on the Place Saint-Antoine, in the neighbourhood of the barricade, where the citizens were to meet in order to assemble. Representatives of the people were to be there, and the workmen of the faubourg had promised to join them. When I arrived, some barricades had already been raised across the streets, and the troops had been sent to disperse the people. Shots were fired, and the first blood of the citizens was shed. The people retreated into the houses, and from the windows they continued to resist. xyxy=(10,451,236,508)
advert-title: PAMPHLETS FOR THE MILLION, xyxy=(790,835,918,845)
divider xyxy=(502,846,710,847)
advert-title: LETTERS ON EDUCATION, xyxy=(802,484,906,494)
article-body: Secure a chaste and expounding philosophy is admitted and instructed tenderness. We then beg for woman a more complete physical, intellectual and moral education, as the means of strengthening and beautifying her character; we demand for her the means of independence, and a fair field for the exercise of her talents. To all women who feel the wrong under which their sex are suffering, we say, 'Be true to yourselves, and the time is not far distant when your claims will be acknowledged.' xyxy=(492,113,720,162)
advert-title: FRAGMENTS FROM THE MOUNTAINS. xyxy=(779,686,929,696)
price-value: 0 13 0 — 1 1 0 xyxy=(680,574,720,582)
advert-title: MATRIMONIAL ALLIANCE ASSOCIATION. xyxy=(504,676,708,688)
divider xyxy=(20,1251,226,1252)
advert-title: MOAT'S VEGETABLE PILLS; xyxy=(521,978,691,1012)
book-item: 4.—THE TRIALS OF LOVE, or Woman's Reward, by Hannah Maria Jones. xyxy=(742,240,945,248)
advert-body: Copy of a Letter from Mr. R. W. Kirkus, Chemist, 7, Prescot Street, Liverpool, dated 6th June, 1851. To Professor Holloway. Sir,—Your Pills and Ointment have stood the highest on our sale list of Proprietary Medicines for some years. xyxy=(988,572,1245,597)
